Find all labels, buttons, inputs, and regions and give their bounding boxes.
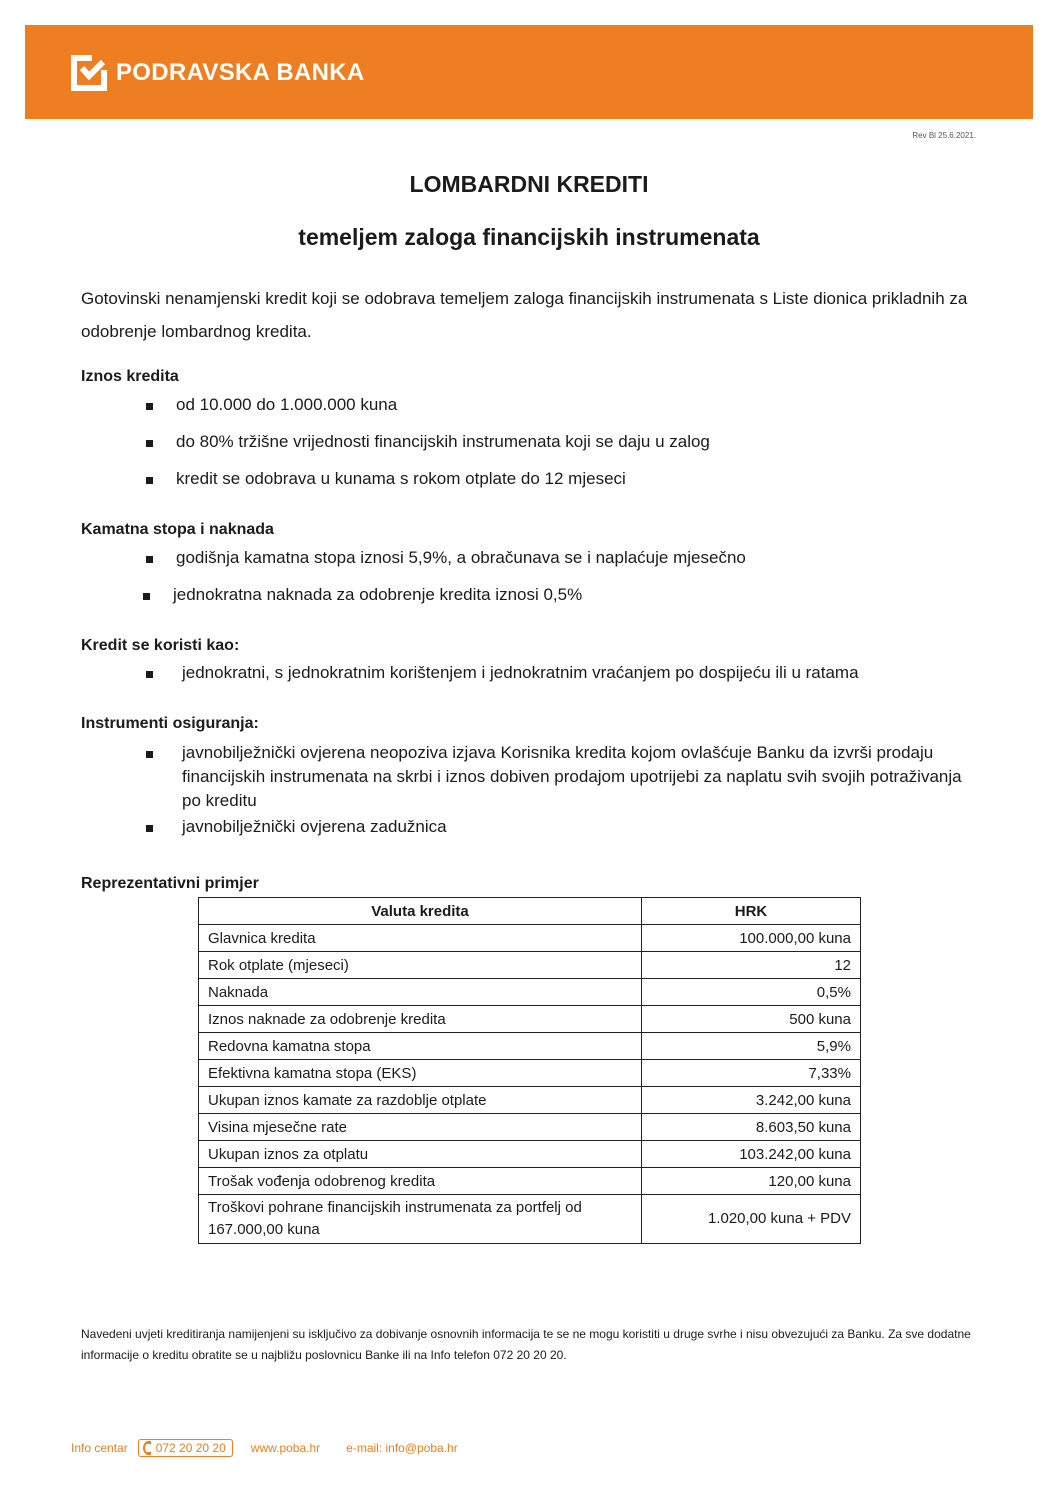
representative-example-table xyxy=(198,897,861,1244)
disclaimer-text: Navedeni uvjeti kreditiranja namijenjeni su isključivo za dobivanje osnovnih informacija te se ne mogu koristiti u druge svrhe i nisu obvezujući za Banku. Za sve dodatne informacije o kreditu obratite se u najbližu poslovnicu Banke ili na Info telefon 072 20 20 20. xyxy=(81,1327,971,1362)
table-row: Ukupan iznos kamate za razdoblje otplate 3.242,00 kuna xyxy=(199,1087,861,1114)
brand-name: PODRAVSKA BANKA xyxy=(116,59,365,86)
info-centar-label: Info centar xyxy=(71,1441,128,1455)
section-heading-iznos-kredita: Iznos kredita xyxy=(81,368,179,385)
section-heading-kredit-se-koristi: Kredit se koristi kao: xyxy=(81,637,240,654)
column-header-hrk: HRK xyxy=(642,898,861,925)
table-row: Redovna kamatna stopa 5,9% xyxy=(199,1033,861,1060)
header-banner xyxy=(25,25,1033,119)
footer-contact xyxy=(71,1436,458,1460)
section-heading-reprezentativni-primjer: Reprezentativni primjer xyxy=(81,875,259,892)
table-row: Visina mjesečne rate 8.603,50 kuna xyxy=(199,1114,861,1141)
bullet-icon xyxy=(143,593,150,600)
table-row: Trošak vođenja odobrenog kredita 120,00 kuna xyxy=(199,1168,861,1195)
document-subtitle: temeljem zaloga financijskih instrumenata xyxy=(298,224,760,250)
bullet-icon xyxy=(146,751,153,758)
phone-icon xyxy=(143,1441,151,1455)
document-title: LOMBARDNI KREDITI xyxy=(409,171,649,197)
section-heading-instrumenti-osiguranja: Instrumenti osiguranja: xyxy=(81,715,259,732)
bullet-icon xyxy=(146,477,153,484)
section-heading-kamatna-stopa: Kamatna stopa i naknada xyxy=(81,521,274,538)
revision-note: Rev Bl 25.6.2021. xyxy=(912,131,976,140)
email-link[interactable]: e-mail: info@poba.hr xyxy=(346,1441,458,1455)
table-header-row xyxy=(199,898,861,925)
phone-number: 072 20 20 20 xyxy=(155,1441,226,1455)
bullet-icon xyxy=(146,403,153,410)
intro-paragraph: Gotovinski nenamjenski kredit koji se odobrava temeljem zaloga financijskih instrumenata s Liste dionica prikladnih za odobrenje lombardnog kredita. xyxy=(81,289,968,341)
website-link[interactable]: www.poba.hr xyxy=(250,1441,321,1455)
bullet-icon xyxy=(146,556,153,563)
table-row: Rok otplate (mjeseci) 12 xyxy=(199,952,861,979)
table-row: Iznos naknade za odobrenje kredita 500 kuna xyxy=(199,1006,861,1033)
bullet-icon xyxy=(146,825,153,832)
bullet-icon xyxy=(146,440,153,447)
table-row: Troškovi pohrane financijskih instrumenata za portfelj od 167.000,00 kuna 1.020,00 kuna + PDV xyxy=(199,1195,861,1244)
phone-box xyxy=(138,1439,233,1457)
bank-logo xyxy=(70,53,365,93)
podravska-banka-logo-icon xyxy=(70,54,108,92)
table-row: Naknada 0,5% xyxy=(199,979,861,1006)
bullet-icon xyxy=(146,671,153,678)
table-row: Ukupan iznos za otplatu 103.242,00 kuna xyxy=(199,1141,861,1168)
column-header-valuta: Valuta kredita xyxy=(199,898,642,925)
table-row: Efektivna kamatna stopa (EKS) 7,33% xyxy=(199,1060,861,1087)
table-row: Glavnica kredita 100.000,00 kuna xyxy=(199,925,861,952)
